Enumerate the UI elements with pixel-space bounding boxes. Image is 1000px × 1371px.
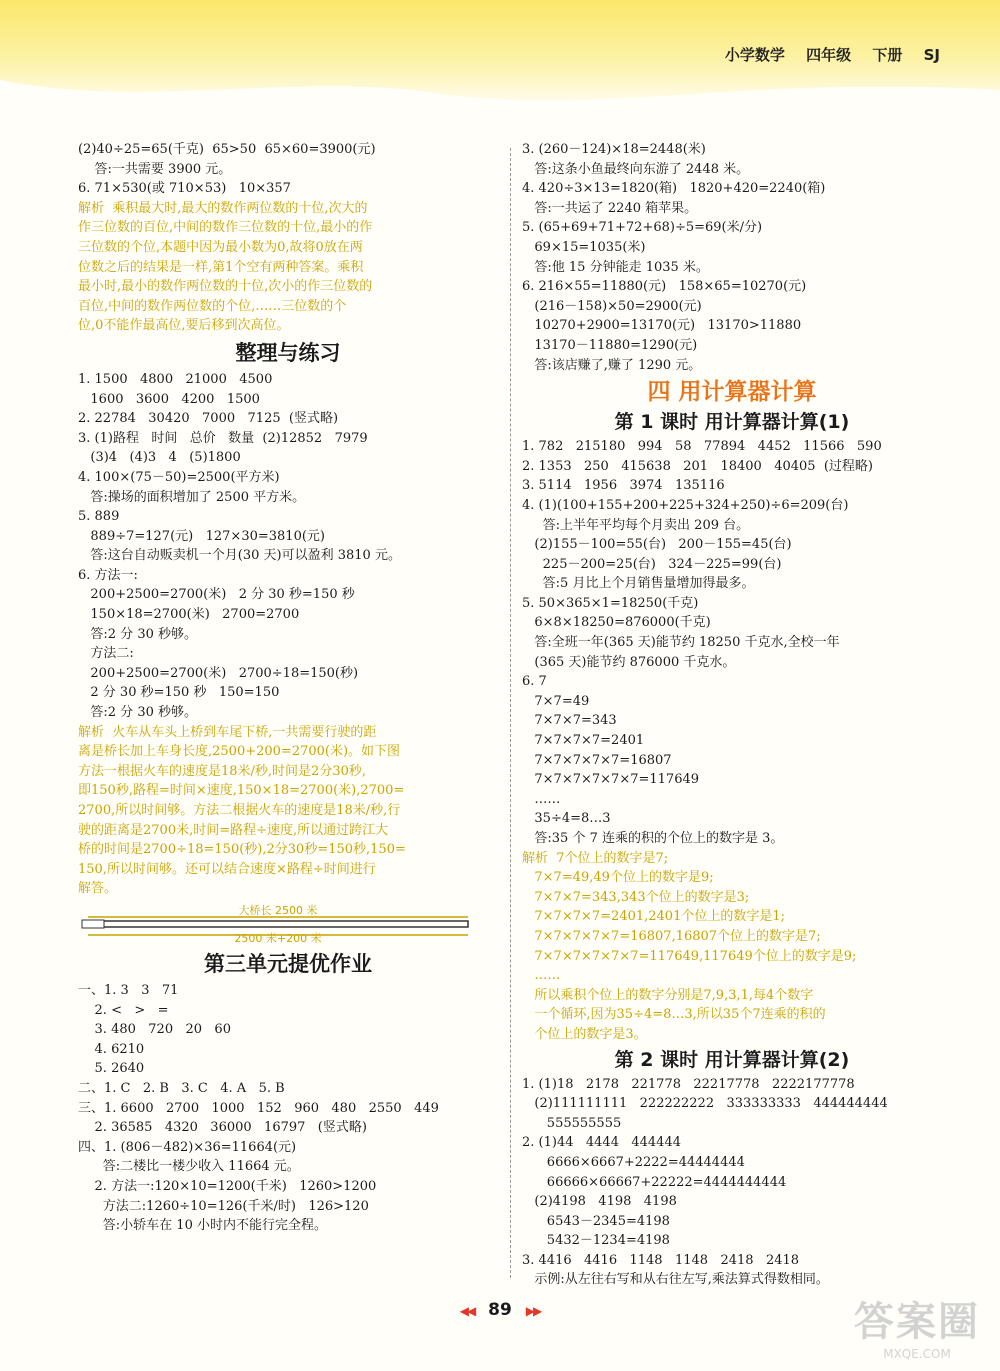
section-title: 第三单元提优作业	[204, 951, 372, 976]
next-arrow-icon: ▶▶	[525, 1304, 541, 1318]
analysis-line: 方法一根据火车的速度是18米/秒,时间是2分30秒,	[78, 763, 366, 779]
analysis-line: 桥的时间是2700÷18=150(秒),2分30秒=150秒,150=	[78, 842, 406, 858]
answer-line: 200+2500=2700(米) 2 分 30 秒=150 秒	[78, 587, 355, 603]
page-number: 89	[488, 1300, 512, 1320]
answer-line: 1. (1)18 2178 221778 22217778 2222177778	[522, 1076, 855, 1092]
answer-line: 答:他 15 分钟能走 1035 米。	[522, 259, 709, 275]
analysis-line: ……	[522, 968, 561, 984]
answer-line: 5. (65+69+71+72+68)÷5=69(米/分)	[522, 220, 763, 236]
answer-line: 5. 2640	[78, 1061, 145, 1077]
answer-line: 3. 5114 1956 3974 135116	[522, 478, 725, 494]
answer-line: 7×7×7×7=2401	[522, 733, 645, 749]
page-header	[709, 44, 940, 65]
page-footer	[0, 1300, 1000, 1320]
answer-line: 答:二楼比一楼少收入 11664 元。	[78, 1159, 300, 1175]
answer-line: (2)155－100=55(台) 200－155=45(台)	[522, 537, 792, 553]
answer-line: 方法二:1260÷10=126(千米/时) 126>120	[78, 1198, 369, 1214]
answer-line: 答:2 分 30 秒够。	[78, 626, 197, 642]
answer-line: (365 天)能节约 876000 千克水。	[522, 654, 736, 670]
answer-line: 6666×6667+2222=44444444	[522, 1154, 745, 1170]
answer-line: 2. < > =	[78, 1002, 169, 1018]
analysis-line: 百位,中间的数作两位数的个位,……三位数的个	[78, 298, 347, 314]
left-column	[78, 140, 498, 1236]
header-edition: SJ	[923, 46, 940, 64]
answer-line: 3. (1)路程 时间 总价 数量 (2)12852 7979	[78, 430, 368, 446]
answer-line: 答:5 月比上个月销售量增加得最多。	[522, 576, 755, 592]
analysis-line: 7×7×7=343,343个位上的数字是3;	[522, 889, 750, 905]
answer-line: 二、1. C 2. B 3. C 4. A 5. B	[78, 1080, 285, 1096]
analysis-line: 7×7×7×7×7×7=117649,117649个位上的数字是9;	[522, 948, 857, 964]
answer-line: (2)40÷25=65(千克) 65>50 65×60=3900(元)	[78, 142, 376, 157]
answer-line: (2)4198 4198 4198	[522, 1194, 677, 1210]
answer-line: 4. 420÷3×13=1820(箱) 1820+420=2240(箱)	[522, 181, 826, 197]
analysis-line: 7×7×7×7×7=16807,16807个位上的数字是7;	[522, 928, 821, 944]
answer-line: 69×15=1035(米)	[522, 239, 646, 255]
watermark-url: MXQE.COM	[883, 1347, 951, 1361]
analysis-line: 一个循环,因为35÷4=8…3,所以35个7连乘的积的	[522, 1007, 826, 1023]
analysis-line: 位,0不能作最高位,要后移到次高位。	[78, 318, 290, 334]
header-volume: 下册	[872, 46, 903, 64]
answer-line: 225－200=25(台) 324－225=99(台)	[522, 556, 782, 572]
answer-line: 2 分 30 秒=150 秒 150=150	[78, 685, 280, 701]
answer-line: 66666×66667+22222=4444444444	[522, 1174, 787, 1190]
answer-line: (2)111111111 222222222 333333333 444444444	[522, 1096, 888, 1112]
right-column	[522, 140, 942, 1290]
analysis-line: 最小时,最小的数作两位数的十位,次小的作三位数的	[78, 279, 373, 295]
analysis-line: 个位上的数字是3。	[522, 1026, 647, 1042]
answer-line: 35÷4=8…3	[522, 811, 611, 827]
analysis-line: 解析 乘积最大时,最大的数作两位数的十位,次大的	[78, 200, 368, 216]
bridge-diagram	[78, 903, 498, 943]
analysis-line: 三位数的个位,本题中因为最小数为0,故将0放在两	[78, 239, 363, 255]
bridge-top-label: 大桥长 2500 米	[238, 903, 318, 917]
analysis-line: 解析 火车从车头上桥到车尾下桥,一共需要行驶的距	[78, 724, 377, 740]
bridge-bottom-label: 2500 米+200 米	[234, 931, 322, 943]
answer-line: 4. 6210	[78, 1041, 145, 1057]
answer-line: 6543－2345=4198	[522, 1213, 670, 1229]
answer-line: 1. 1500 4800 21000 4500	[78, 371, 273, 387]
answer-line: 6. 方法一:	[78, 567, 138, 583]
answer-line: 7×7=49	[522, 693, 590, 709]
analysis-line: 驶的距离是2700米,时间=路程÷速度,所以通过跨江大	[78, 822, 389, 838]
lesson-title: 第 2 课时 用计算器计算(2)	[614, 1048, 850, 1071]
answer-line: 6. 216×55=11880(元) 158×65=10270(元)	[522, 279, 807, 295]
answer-line: 2. 方法一:120×10=1200(千米) 1260>1200	[78, 1178, 377, 1194]
prev-arrow-icon: ◀◀	[459, 1304, 475, 1318]
answer-line: 答:这条小鱼最终向东游了 2448 米。	[522, 161, 750, 177]
analysis-line: 作三位数的百位,中间的数作三位数的十位,最小的作	[78, 220, 373, 236]
watermark	[854, 1290, 980, 1361]
answer-line: 一、1. 3 3 71	[78, 982, 179, 998]
analysis-line: 2700,所以时间够。方法二根据火车的速度是18米/秒,行	[78, 803, 401, 818]
answer-line: 答:35 个 7 连乘的积的个位上的数字是 3。	[522, 831, 784, 846]
answer-line: 13170－11880=1290(元)	[522, 337, 698, 353]
answer-line: 7×7×7×7×7=16807	[522, 752, 672, 768]
answer-line: (3)4 (4)3 4 (5)1800	[78, 450, 241, 466]
answer-line: 7×7×7×7×7×7=117649	[522, 772, 700, 788]
answer-line: 4. 100×(75－50)=2500(平方米)	[78, 469, 280, 485]
answer-line: 10270+2900=13170(元) 13170>11880	[522, 318, 802, 334]
answer-line: 6. 71×530(或 710×53) 10×357	[78, 181, 291, 197]
lesson-title: 第 1 课时 用计算器计算(1)	[614, 411, 850, 434]
answer-line: 1600 3600 4200 1500	[78, 391, 260, 407]
bridge-diagram-svg	[78, 903, 478, 943]
analysis-line: 位数之后的结果是一样,第1个空有两种答案。乘积	[78, 259, 364, 275]
answer-line: 2. 22784 30420 7000 7125 (竖式略)	[78, 411, 339, 427]
answer-line: 答:这台自动贩卖机一个月(30 天)可以盈利 3810 元。	[78, 548, 401, 564]
answer-line: 555555555	[522, 1115, 622, 1131]
header-wave	[0, 60, 1000, 120]
analysis-line: 7×7=49,49个位上的数字是9;	[522, 870, 714, 886]
header-subject: 小学数学	[724, 46, 785, 64]
answer-line: 2. 1353 250 415638 201 18400 40405 (过程略)	[522, 458, 873, 474]
answer-line: 答:操场的面积增加了 2500 平方米。	[78, 489, 306, 505]
answer-line: 5. 50×365×1=18250(千克)	[522, 595, 699, 611]
answer-line: 5. 889	[78, 509, 120, 525]
bridge-deck	[88, 921, 468, 927]
answer-line: 示例:从左往右写和从右往左写,乘法算式得数相同。	[522, 1272, 829, 1288]
answer-line: 2. (1)44 4444 444444	[522, 1135, 681, 1151]
answer-line: 1. 782 215180 994 58 77894 4452 11566 590	[522, 439, 882, 455]
answer-line: 答:小轿车在 10 小时内不能行完全程。	[78, 1218, 327, 1234]
answer-line: 4. (1)(100+155+200+225+324+250)÷6=209(台)	[522, 497, 849, 513]
answer-line: 答:该店赚了,赚了 1290 元。	[522, 357, 702, 373]
answer-line: ……	[522, 791, 561, 807]
answer-line: 答:全班一年(365 天)能节约 18250 千克水,全校一年	[522, 635, 840, 651]
answer-line: 答:2 分 30 秒够。	[78, 705, 197, 721]
analysis-line: 150,所以时间够。还可以结合速度×路程÷时间进行	[78, 861, 376, 877]
answer-line: 150×18=2700(米) 2700=2700	[78, 607, 300, 623]
unit-title: 四 用计算器计算	[647, 379, 817, 406]
header-grade: 四年级	[806, 46, 852, 64]
answer-line: 2. 36585 4320 36000 16797 (竖式略)	[78, 1120, 367, 1136]
answer-line: 方法二:	[78, 646, 134, 662]
analysis-line: 解答。	[78, 881, 118, 897]
watermark-logo: 答案圈	[854, 1299, 980, 1345]
analysis-line: 即150秒,路程=时间×速度,150×18=2700(米),2700=	[78, 783, 405, 799]
answer-line: (216－158)×50=2900(元)	[522, 298, 702, 314]
answer-line: 6. 7	[522, 674, 547, 690]
train-icon	[82, 920, 104, 928]
answer-line: 6×8×18250=876000(千克)	[522, 615, 711, 631]
analysis-line: 解析 7个位上的数字是7;	[522, 850, 669, 866]
answer-line: 5432－1234=4198	[522, 1233, 670, 1249]
answer-line: 3. 480 720 20 60	[78, 1022, 231, 1038]
answer-line: 四、1. (806－482)×36=11664(元)	[78, 1139, 297, 1155]
analysis-line: 所以乘积个位上的数字分别是7,9,3,1,每4个数字	[522, 987, 814, 1003]
answer-line: 3. 4416 4416 1148 1148 2418 2418	[522, 1252, 800, 1268]
section-title: 整理与练习	[235, 340, 341, 365]
answer-line: 答:一共需要 3900 元。	[78, 161, 232, 177]
answer-line: 3. (260－124)×18=2448(米)	[522, 142, 706, 157]
answer-line: 答:上半年平均每个月卖出 209 台。	[522, 517, 750, 533]
answer-line: 答:一共运了 2240 箱苹果。	[522, 200, 698, 216]
answer-line: 889÷7=127(元) 127×30=3810(元)	[78, 528, 325, 544]
answer-line: 三、1. 6600 2700 1000 152 960 480 2550 449	[78, 1100, 439, 1116]
answer-line: 200+2500=2700(米) 2700÷18=150(秒)	[78, 665, 359, 681]
answer-line: 7×7×7=343	[522, 713, 617, 729]
column-divider	[510, 148, 511, 1278]
analysis-line: 7×7×7×7=2401,2401个位上的数字是1;	[522, 909, 786, 925]
analysis-line: 离是桥长加上车身长度,2500+200=2700(米)。如下图	[78, 744, 401, 760]
